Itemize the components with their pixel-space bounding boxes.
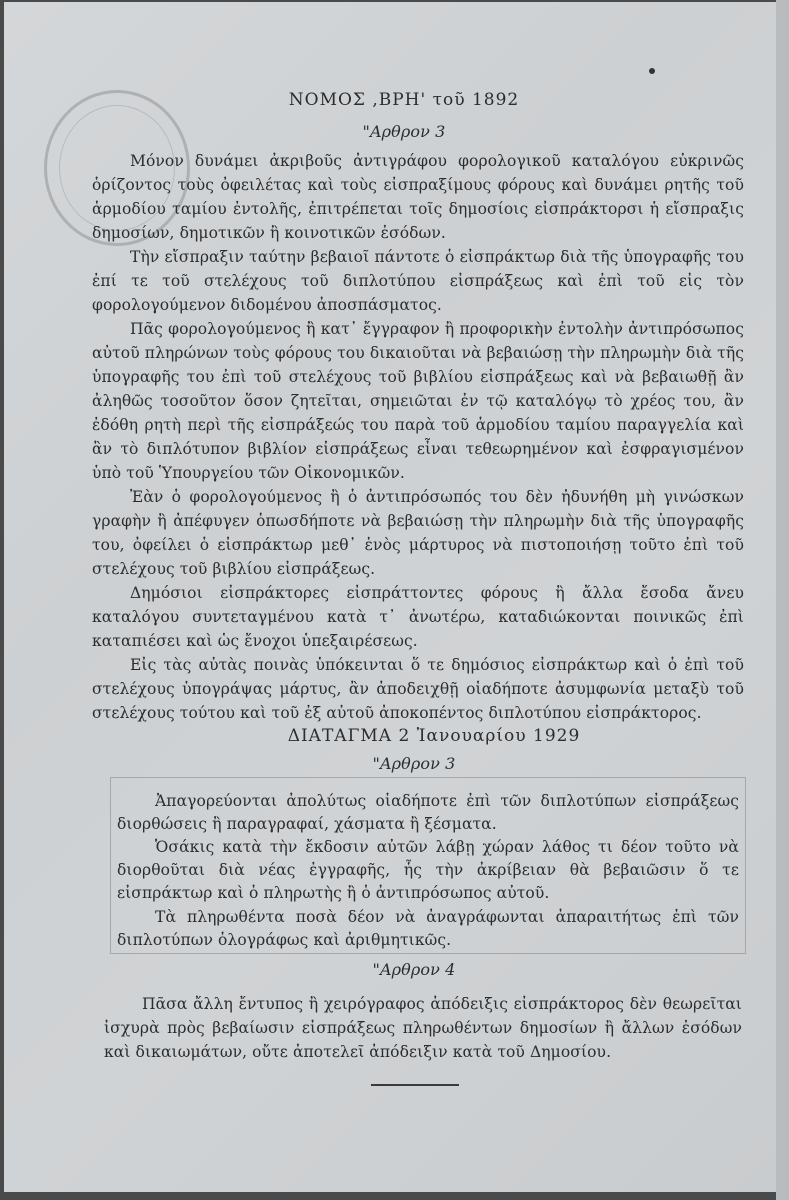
law-paragraph: Εἰς τὰς αὐτὰς ποινὰς ὑπόκεινται ὅ τε δημόσιος εἰσπράκτωρ καὶ ὁ ἐπὶ τοῦ στελέχους ὑπογράψας μάρτυς, ἂν ἀποδειχθῇ οἱαδήποτε ἀσυμφωνία μεταξὺ τοῦ στελέχους τούτου καὶ τοῦ ἐξ αὐτοῦ ἀποκοπέντος διπλοτύπου εἰσπράκτορος.: [92, 656, 744, 722]
law-paragraph: Πᾶς φορολογούμενος ἢ κατ᾽ ἔγγραφον ἢ προφορικὴν ἐντολὴν ἀντιπρόσωπος αὐτοῦ πληρώνων τοὺς φόρους του δικαιοῦται νὰ βεβαιώσῃ τὴν πληρωμὴν διὰ τῆς ὑπογραφῆς του ἐπὶ τοῦ στελέχους τοῦ βιβλίου εἰσπράξεως καὶ νὰ βεβαιωθῇ ἂν ἀληθῶς τοσοῦτον ὅσον ζητεῖται, σημειῶται ἐν τῷ καταλόγῳ τὸ χρέος του, ἂν ἐδόθη ρητὴ περὶ τῆς εἰσπράξεώς του παρὰ τοῦ ἁρμοδίου ταμίου παραγγελία καὶ ἂν τὸ διπλότυπον βιβλίον εἰσπράξεως εἶναι τεθεωρημένον καὶ ἐσφραγισμένον ὑπὸ τοῦ Ὑπουργείου τῶν Οἰκονομικῶν.: [92, 320, 744, 482]
law-paragraph: Μόνον δυνάμει ἀκριβοῦς ἀντιγράφου φορολογικοῦ καταλόγου εὐκρινῶς ὁρίζοντος τοὺς ὀφειλέτας καὶ τοὺς εἰσπραξίμους φόρους καὶ δυνάμει ρητῆς τοῦ ἁρμοδίου ταμίου ἐντολῆς, ἐπιτρέπεται τοῖς δημοσίοις εἰσπράκτορσι ἡ εἴσπραξις δημοσίων, δημοτικῶν ἢ κοινοτικῶν ἐσόδων.: [92, 152, 744, 242]
decree-paragraph: Πᾶσα ἄλλη ἔντυπος ἢ χειρόγραφος ἀπόδειξις εἰσπράκτορος δὲν θεωρεῖται ἰσχυρὰ πρὸς βεβαίωσιν εἰσπράξεως πληρωθέντων δημοσίων ἢ ἄλλων ἐσόδων καὶ δικαιωμάτων, οὔτε ἀποτελεῖ ἀπόδειξιν κατὰ τοῦ Δημοσίου.: [104, 995, 742, 1061]
decree-article-4-number: "Αρθρον 4: [372, 960, 456, 979]
decree-paragraph: Ὁσάκις κατὰ τὴν ἔκδοσιν αὐτῶν λάβῃ χώραν λάθος τι δέον τοῦτο νὰ διορθοῦται διὰ νέας ἐγγραφῆς, ἧς τὴν ἀκρίβειαν θὰ βεβαιῶσιν ὅ τε εἰσπράκτωρ καὶ ὁ πληρωτὴς ἢ ὁ ἀντιπρόσωπος αὐτοῦ.: [117, 838, 739, 902]
page-edge: [776, 0, 789, 1200]
decree-article-number: "Αρθρον 3: [372, 754, 456, 773]
decree-frame: [110, 777, 746, 954]
law-paragraph: Ἐὰν ὁ φορολογούμενος ἢ ὁ ἀντιπρόσωπός του δὲν ἠδυνήθη μὴ γινώσκων γραφὴν ἢ ἀπέφυγεν ὁπωσδήποτε νὰ βεβαιώσῃ τὴν πληρωμὴν διὰ τῆς ὑπογραφῆς του, ὀφείλει ὁ εἰσπράκτωρ μεθ᾽ ἑνὸς μάρτυρος νὰ πιστοποιήσῃ τοῦτο ἐπὶ τοῦ στελέχους τοῦ βιβλίου εἰσπράξεως.: [92, 488, 744, 578]
ink-spot: [649, 68, 655, 74]
law-article-number: "Αρθρον 3: [362, 122, 446, 141]
decree-heading: ΔΙΑΤΑΓΜΑ 2 Ἰανουαρίου 1929: [287, 726, 581, 746]
closing-rule: [371, 1084, 459, 1086]
law-paragraph: Τὴν εἴσπραξιν ταύτην βεβαιοῖ πάντοτε ὁ εἰσπράκτωρ διὰ τῆς ὑπογραφῆς του ἐπί τε τοῦ στελέχους τοῦ διπλοτύπου εἰσπράξεως καὶ ἐπὶ τοῦ εἰς τὸν φορολογούμενον διδομένου ἀποσπάσματος.: [92, 248, 744, 314]
law-paragraph: Δημόσιοι εἰσπράκτορες εἰσπράττοντες φόρους ἢ ἄλλα ἔσοδα ἄνευ καταλόγου συντεταγμένου κατὰ τ᾽ ἀνωτέρω, καταδιώκονται ποινικῶς ἐπὶ καταπιέσει καὶ ὡς ἔνοχοι ὑπεξαιρέσεως.: [92, 584, 744, 650]
decree-paragraph: Ἀπαγορεύονται ἀπολύτως οἱαδήποτε ἐπὶ τῶν διπλοτύπων εἰσπράξεως διορθώσεις ἢ παραγραφαί, χάσματα ἢ ξέσματα.: [117, 792, 739, 833]
law-heading: ΝΟΜΟΣ ,ΒΡΗ' τοῦ 1892: [288, 90, 520, 110]
document-sheet: [4, 2, 776, 1192]
decree-article-4-body: [104, 992, 742, 1064]
law-body: [92, 149, 744, 725]
decree-paragraph: Τὰ πληρωθέντα ποσὰ δέον νὰ ἀναγράφωνται ἀπαραιτήτως ἐπὶ τῶν διπλοτύπων ὁλογράφως καὶ ἀριθμητικῶς.: [117, 908, 739, 949]
